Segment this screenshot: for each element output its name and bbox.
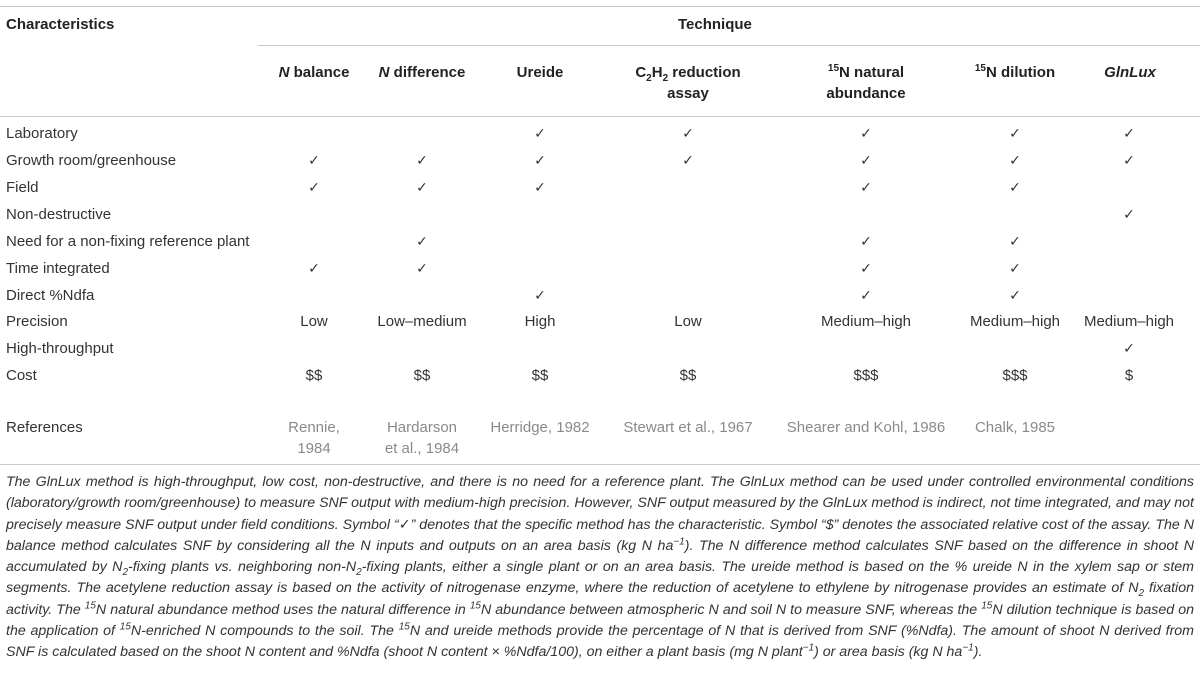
table-cell: $$ bbox=[413, 367, 431, 384]
top-rule bbox=[0, 6, 1200, 7]
reference-line-2: 1984 bbox=[297, 440, 331, 457]
checkmark-icon: ✓ bbox=[534, 180, 546, 196]
checkmark-icon: ✓ bbox=[860, 288, 872, 304]
checkmark-icon: ✓ bbox=[1009, 288, 1021, 304]
checkmark-icon: ✓ bbox=[308, 153, 320, 169]
checkmark-icon: ✓ bbox=[1009, 180, 1021, 196]
row-label: Field bbox=[6, 179, 39, 196]
checkmark-icon: ✓ bbox=[1123, 126, 1135, 142]
reference-line-1: Herridge, 1982 bbox=[490, 419, 590, 436]
checkmark-icon: ✓ bbox=[416, 261, 428, 277]
col-header-15n-dilution: $^{15}$N dilution bbox=[974, 63, 1056, 81]
technique-header: Technique bbox=[678, 16, 752, 33]
checkmark-icon: ✓ bbox=[1123, 341, 1135, 357]
col-header-glnlux: GlnLux bbox=[1104, 64, 1156, 81]
table-cell: Low bbox=[300, 313, 328, 330]
corner-header: Characteristics bbox=[6, 16, 115, 33]
table-footnote: The GlnLux method is high-throughput, low cost, non-destructive, and there is no need for a reference plant. The GlnLux method can be used under controlled environmental conditions (laboratory/growth room/greenhouse) to measure SNF output with medium-high precision. However, SNF output measured by the GlnLux method is indirect, not time integrated, and may not precisely measure SNF output under field conditions. Symbol “✓” denotes that the specific method has the characteristic. Symbol “$” denotes the associated relative cost of the assay. The N balance method calculates SNF by considering all the N inputs and outputs on an area basis (kg N $ha^{-1}$). The N difference method calculates SNF based on the difference in shoot N accumulated by $N_2$-fixing plants vs. neighboring non-$N_2$-fixing plants, either a single plant or on an area basis. The ureide method is based on the % ureide N in the xylem sap or stem segments. The acetylene reduction assay is based on the activity of nitrogenase enzyme, where the reduction of acetylene to ethylene by nitrogenase provides an estimate of $N_2$ fixation activity. The $^{15}$N natural abundance method uses the natural difference in $^{15}$N abundance between atmospheric N and soil N to measure SNF, whereas the $^{15}$N dilution technique is based on the application of $^{15}$N-enriched N compounds to the soil. The $^{15}$N and ureide methods provide the percentage of N that is derived from SNF (%Ndfa). The amount of shoot N derived from SNF is calculated based on the shoot N content and %Ndfa (shoot N content × %Ndfa/100), on either a plant basis (mg N plant$^{-1}$) or area basis (kg N $ha^{-1}$). bbox=[6, 474, 1195, 661]
reference-cell bbox=[786, 417, 946, 438]
checkmark-icon: ✓ bbox=[860, 234, 872, 250]
checkmark-icon: ✓ bbox=[1009, 261, 1021, 277]
row-label: Non-destructive bbox=[6, 206, 112, 223]
checkmark-icon: ✓ bbox=[860, 180, 872, 196]
checkmark-icon: ✓ bbox=[860, 153, 872, 169]
checkmark-icon: ✓ bbox=[308, 180, 320, 196]
reference-line-2: et al., 1984 bbox=[384, 440, 460, 457]
technique-rule bbox=[258, 45, 1200, 46]
reference-line-1: Hardarson bbox=[386, 419, 458, 436]
reference-line-1: Stewart et al., 1967 bbox=[623, 419, 753, 436]
table-cell: $$ bbox=[531, 367, 549, 384]
reference-line-1: Rennie, bbox=[288, 419, 340, 436]
table-cell: $$ bbox=[305, 367, 323, 384]
checkmark-icon: ✓ bbox=[416, 180, 428, 196]
checkmark-icon: ✓ bbox=[534, 288, 546, 304]
checkmark-icon: ✓ bbox=[416, 153, 428, 169]
row-label: High-throughput bbox=[6, 340, 114, 357]
row-label: Precision bbox=[6, 313, 68, 330]
table-cell: Medium–high bbox=[820, 313, 912, 330]
table-cell: Medium–high bbox=[969, 313, 1061, 330]
checkmark-icon: ✓ bbox=[860, 261, 872, 277]
table-cell: $$ bbox=[679, 367, 697, 384]
col-header-ureide: Ureide bbox=[516, 64, 564, 81]
table-bottom-rule bbox=[0, 464, 1200, 465]
reference-cell bbox=[608, 417, 768, 438]
reference-cell bbox=[935, 417, 1095, 438]
col-header-15n-natural-abundance: $^{15}$N natural abundance bbox=[826, 63, 906, 102]
checkmark-icon: ✓ bbox=[860, 126, 872, 142]
checkmark-icon: ✓ bbox=[534, 153, 546, 169]
checkmark-icon: ✓ bbox=[534, 126, 546, 142]
checkmark-icon: ✓ bbox=[682, 153, 694, 169]
row-label: Time integrated bbox=[6, 260, 110, 277]
reference-cell bbox=[460, 417, 620, 438]
checkmark-icon: ✓ bbox=[416, 234, 428, 250]
row-label: Need for a non-fixing reference plant bbox=[6, 233, 250, 250]
row-label: Cost bbox=[6, 367, 37, 384]
col-header-n-difference: N difference bbox=[378, 64, 466, 81]
checkmark-icon: ✓ bbox=[1009, 126, 1021, 142]
table-cell: Medium–high bbox=[1083, 313, 1175, 330]
header-bottom-rule bbox=[0, 116, 1200, 117]
checkmark-icon: ✓ bbox=[1009, 234, 1021, 250]
references-label: References bbox=[6, 419, 83, 436]
table-cell: High bbox=[524, 313, 556, 330]
row-label: Laboratory bbox=[6, 125, 78, 142]
col-header-n-balance: N balance bbox=[278, 64, 350, 81]
checkmark-icon: ✓ bbox=[1123, 153, 1135, 169]
table-cell: Low bbox=[674, 313, 702, 330]
checkmark-icon: ✓ bbox=[308, 261, 320, 277]
table-cell: $ bbox=[1124, 367, 1134, 384]
table-cell: $$$ bbox=[1002, 367, 1028, 384]
reference-line-1: Chalk, 1985 bbox=[974, 419, 1056, 436]
row-label: Direct %Ndfa bbox=[6, 287, 95, 304]
table-cell: $$$ bbox=[853, 367, 879, 384]
row-label: Growth room/greenhouse bbox=[6, 152, 177, 169]
checkmark-icon: ✓ bbox=[1009, 153, 1021, 169]
reference-line-1: Shearer and Kohl, 1986 bbox=[786, 419, 946, 436]
checkmark-icon: ✓ bbox=[682, 126, 694, 142]
checkmark-icon: ✓ bbox=[1123, 207, 1135, 223]
table-cell: Low–medium bbox=[377, 313, 467, 330]
col-header-c2h2-reduction: $C_2H_2$ reduction assay bbox=[635, 64, 741, 102]
